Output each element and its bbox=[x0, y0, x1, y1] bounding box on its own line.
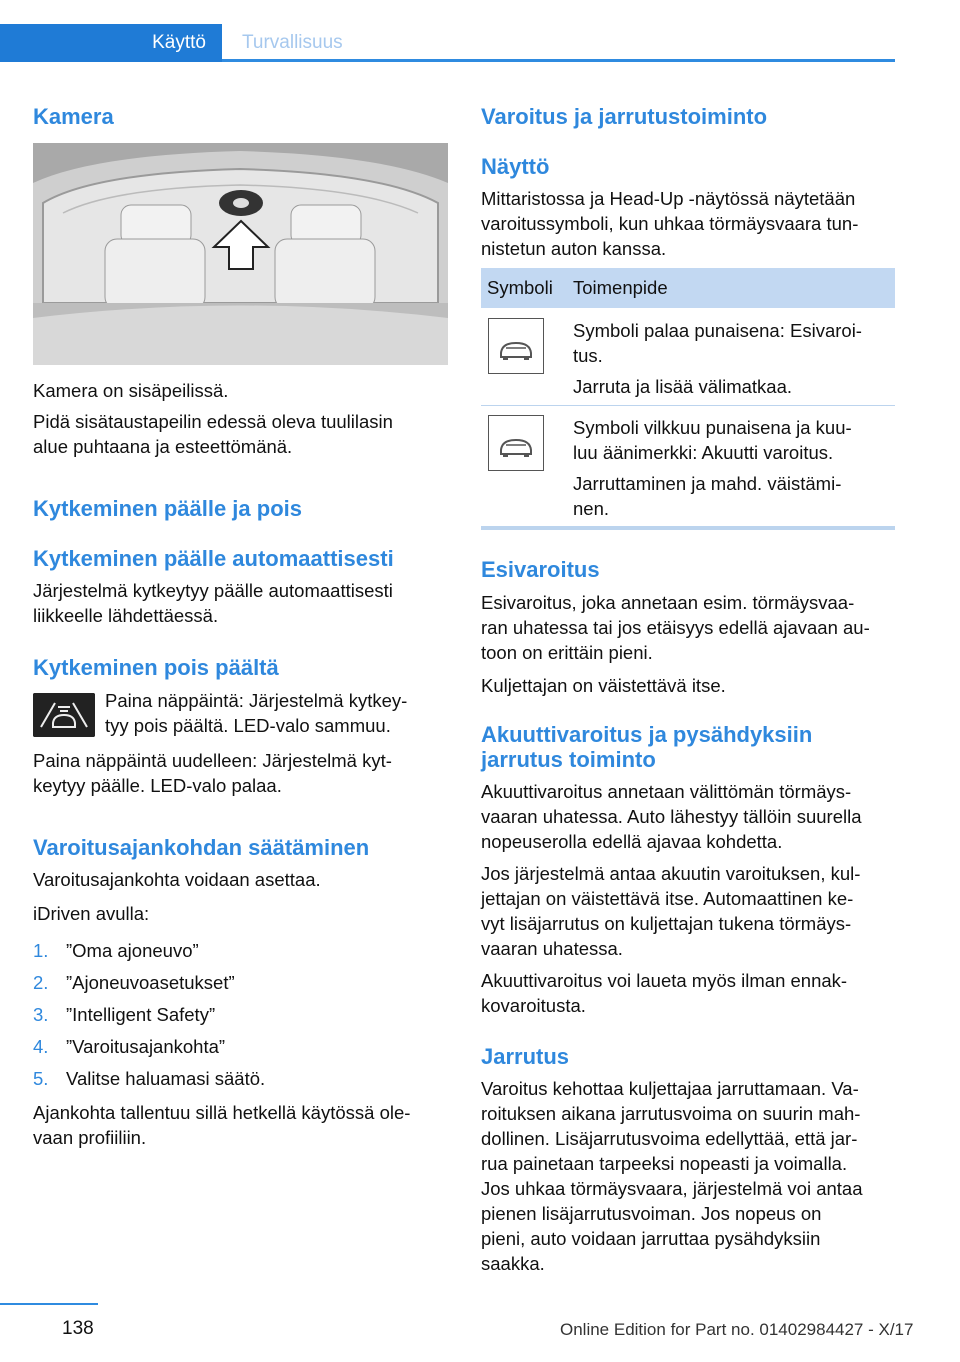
acute-heading: jarrutus toiminto bbox=[481, 747, 656, 772]
acute-text: Jos järjestelmä antaa akuutin varoituksen, kul‐ bbox=[481, 863, 861, 884]
acute-heading: Akuuttivaroitus ja pysähdyksiin bbox=[481, 722, 813, 747]
table-cell: nen. bbox=[573, 498, 610, 519]
pre-heading: Esivaroitus bbox=[481, 557, 600, 582]
display-text: nistetun auton kanssa. bbox=[481, 238, 667, 259]
brake-text: pieni, auto voidaan jarruttaa pysähdyksiin bbox=[481, 1228, 821, 1249]
auto-text: liikkeelle lähdettäessä. bbox=[33, 605, 219, 626]
acute-text: vaaran uhatessa. Auto lähestyy tällöin suurella bbox=[481, 806, 862, 827]
edition-text: Online Edition for Part no. 01402984427 - X/17 bbox=[560, 1320, 914, 1339]
tab-kaytto[interactable]: Käyttö bbox=[0, 24, 222, 62]
pre-text: ran uhatessa tai jos etäisyys edellä ajavaan au‐ bbox=[481, 617, 870, 638]
col-symbol: Symboli bbox=[487, 277, 553, 298]
brake-text: rua painetaan tarpeeksi nopeasti ja voimalla. bbox=[481, 1153, 848, 1174]
saved-text: vaan profiiliin. bbox=[33, 1127, 147, 1148]
row-divider bbox=[481, 405, 895, 406]
table-cell: Jarruttaminen ja mahd. väistämi‐ bbox=[573, 473, 842, 494]
header-tabbar bbox=[0, 24, 895, 62]
table-cell: tus. bbox=[573, 345, 603, 366]
brake-text: roituksen aikana jarrutusvoima on suurin mah‐ bbox=[481, 1103, 861, 1124]
collision-warning-button-icon bbox=[33, 693, 95, 737]
table-bottom-border bbox=[481, 526, 895, 530]
table-header bbox=[481, 268, 895, 308]
display-text: Mittaristossa ja Head-Up -näytössä näytetään bbox=[481, 188, 856, 209]
brake-text: Varoitus kehottaa kuljettajaa jarruttamaan. Va‐ bbox=[481, 1078, 859, 1099]
timing-heading: Varoitusajankohdan säätäminen bbox=[33, 835, 370, 860]
display-text: varoitussymboli, kun uhkaa törmäysvaara tun‐ bbox=[481, 213, 859, 234]
display-heading: Näyttö bbox=[481, 154, 550, 179]
car-warning-icon bbox=[489, 319, 543, 373]
kamera-text: Kamera on sisäpeilissä. bbox=[33, 380, 229, 401]
kytkeminen-heading: Kytkeminen päälle ja pois bbox=[33, 496, 302, 521]
warn-heading: Varoitus ja jarrutustoiminto bbox=[481, 104, 768, 129]
pre-text: Esivaroitus, joka annetaan esim. törmäysvaa‐ bbox=[481, 592, 855, 613]
brake-text: saakka. bbox=[481, 1253, 545, 1274]
brake-text: dollinen. Lisäjarrutusvoima edellyttää, että jar‐ bbox=[481, 1128, 858, 1149]
footer-rule bbox=[0, 1303, 98, 1305]
saved-text: Ajankohta tallentuu sillä hetkellä käytössä ole‐ bbox=[33, 1102, 411, 1123]
acute-text: Akuuttivaroitus voi laueta myös ilman ennak‐ bbox=[481, 970, 848, 991]
timing-text: Varoitusajankohta voidaan asettaa. bbox=[33, 869, 321, 890]
brake-text: pienen lisäjarrutusvoiman. Jos nopeus on bbox=[481, 1203, 822, 1224]
pre-text: toon on erittäin pieni. bbox=[481, 642, 653, 663]
brake-heading: Jarrutus bbox=[481, 1044, 570, 1069]
table-cell: luu äänimerkki: Akuutti varoitus. bbox=[573, 442, 834, 463]
kamera-text: Pidä sisätaustapeilin edessä oleva tuulilasin bbox=[33, 411, 393, 432]
timing-text: iDriven avulla: bbox=[33, 903, 150, 924]
table-cell: Symboli palaa punaisena: Esivaroi‐ bbox=[573, 320, 862, 341]
table-row-symbol bbox=[488, 415, 544, 471]
tab-turvallisuus[interactable]: Turvallisuus bbox=[242, 32, 343, 53]
pre-text: Kuljettajan on väistettävä itse. bbox=[481, 675, 726, 696]
acute-text: vyt lisäjarrutus on kuljettajan tukena törmäys‐ bbox=[481, 913, 852, 934]
acute-text: kovaroitusta. bbox=[481, 995, 586, 1016]
camera-location-image bbox=[33, 143, 448, 365]
brake-text: Jos uhkaa törmäysvaara, järjestelmä voi antaa bbox=[481, 1178, 863, 1199]
acute-text: jettajan on väistettävä itse. Automaattinen ke‐ bbox=[481, 888, 854, 909]
acute-text: vaaran uhatessa. bbox=[481, 938, 623, 959]
page-number: 138 bbox=[62, 1318, 94, 1339]
again-text: keytyy päälle. LED-valo palaa. bbox=[33, 775, 282, 796]
kamera-heading: Kamera bbox=[33, 104, 114, 129]
col-action: Toimenpide bbox=[573, 277, 668, 298]
table-cell: Symboli vilkkuu punaisena ja kuu‐ bbox=[573, 417, 852, 438]
header-divider bbox=[222, 59, 895, 62]
off-heading: Kytkeminen pois päältä bbox=[33, 655, 279, 680]
table-cell: Jarruta ja lisää välimatkaa. bbox=[573, 376, 793, 397]
acute-text: Akuuttivaroitus annetaan välittömän törmäys‐ bbox=[481, 781, 852, 802]
off-text: Paina näppäintä: Järjestelmä kytkey‐ bbox=[105, 690, 408, 711]
table-row-symbol bbox=[488, 318, 544, 374]
kamera-text: alue puhtaana ja esteettömänä. bbox=[33, 436, 293, 457]
car-warning-icon bbox=[489, 416, 543, 470]
auto-heading: Kytkeminen päälle automaattisesti bbox=[33, 546, 394, 571]
again-text: Paina näppäintä uudelleen: Järjestelmä kyt‐ bbox=[33, 750, 392, 771]
off-text: tyy pois päältä. LED-valo sammuu. bbox=[105, 715, 391, 736]
acute-text: nopeuserolla edellä ajavaa kohdetta. bbox=[481, 831, 783, 852]
auto-text: Järjestelmä kytkeytyy päälle automaattisesti bbox=[33, 580, 393, 601]
